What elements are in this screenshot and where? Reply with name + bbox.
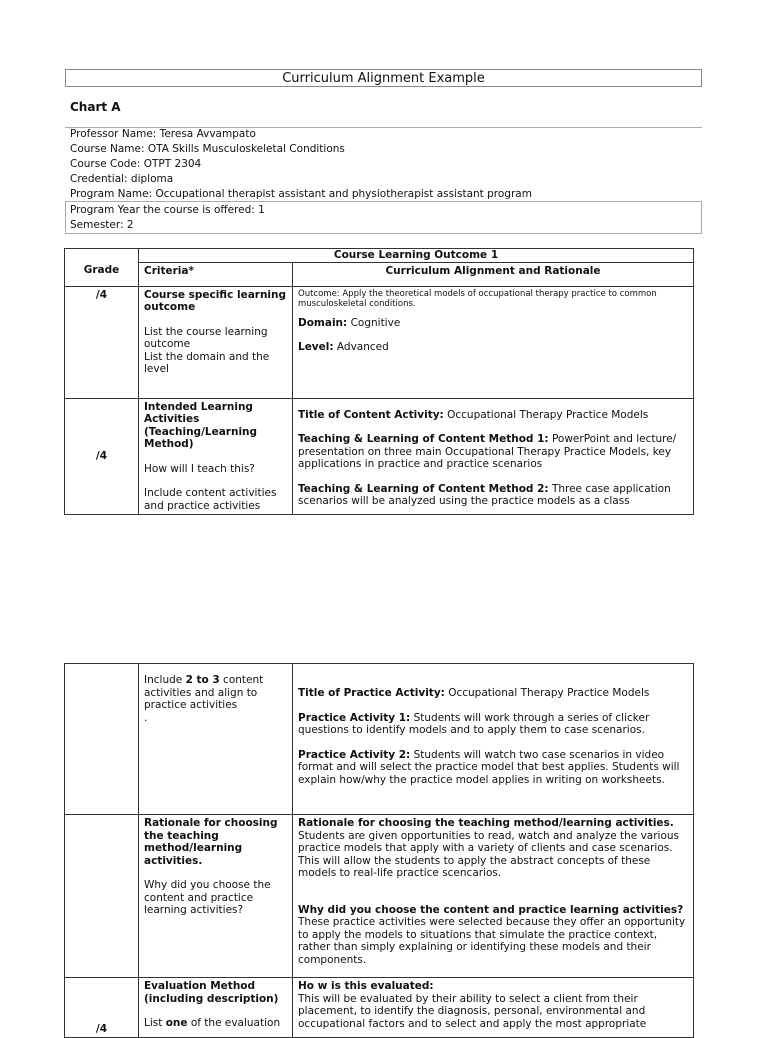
why-heading: Why did you choose the content and practice learning activities?	[298, 903, 684, 916]
chart-label: Chart A	[70, 100, 121, 114]
grade-cell: /4	[65, 978, 139, 1038]
grade-cell: /4	[65, 286, 139, 398]
criteria-text: Include content activities and practice activities	[144, 487, 277, 512]
domain-value: Cognitive	[347, 316, 401, 329]
program-name: Program Name: Occupational therapist assistant and physiotherapist assistant program	[70, 188, 532, 200]
criteria-dot: .	[144, 711, 148, 724]
content-method-1	[298, 433, 688, 471]
content-activity-label: Title of Content Activity:	[298, 408, 444, 421]
criteria-header: Criteria*	[139, 262, 293, 286]
criteria-cell	[139, 815, 293, 978]
practice-activity-title: Title of Practice Activity: Occupational Therapy Practice Models	[298, 687, 650, 699]
criteria-text: List the domain and the level	[144, 350, 270, 375]
content-activity-value: Occupational Therapy Practice Models	[443, 408, 649, 421]
rationale-heading: Rationale for choosing the teaching method/learning activities.	[298, 817, 674, 829]
domain-line	[298, 317, 688, 330]
grade-cell-empty	[65, 664, 139, 815]
criteria-title: Intended Learning Activities (Teaching/Learning Method)	[144, 400, 258, 450]
evaluation-text: This will be evaluated by their ability to select a client from their placement, to identify the diagnosis, personal, environmental and occupational factors and to select and apply the most appropriate	[298, 992, 647, 1030]
criteria-cell	[139, 664, 293, 815]
criteria-cell	[139, 398, 293, 515]
criteria-text: Why did you choose the content and practice learning activities?	[144, 879, 271, 916]
credential: Credential: diploma	[70, 173, 174, 185]
grade-header-top	[65, 249, 139, 263]
method-1-value: PowerPoint and lecture/ presentation on three main Occupational Therapy Practice Models, key applications in practice and practice scenarios	[298, 433, 677, 470]
alignment-cell	[293, 398, 694, 515]
grade-cell: /4	[65, 398, 139, 515]
professor-name: Professor Name: Teresa Avvampato	[70, 128, 256, 140]
why-text: These practice activities were selected because they offer an opportunity to apply the models to situations that simulate the practice context, rather than simply explaining or identifying these models and their components.	[298, 916, 686, 966]
level-value: Advanced	[333, 341, 389, 353]
criteria-text: How will I teach this?	[144, 462, 255, 475]
grade-cell-empty	[65, 815, 139, 978]
course-outcome-table	[64, 248, 694, 515]
document-title: Curriculum Alignment Example	[65, 69, 702, 87]
rationale-text: Students are given opportunities to read, watch and analyze the various practice models that apply with a variety of clients and case scenarios. This will allow the students to apply the abstract concepts of these models to real-life practice scencarios.	[298, 829, 680, 879]
practice-activity-2: Practice Activity 2: Students will watch two case scenarios in video format and will select the practice model that best applies. Students will explain how/why the practice model applies in writing on worksheets.	[298, 748, 680, 786]
course-code: Course Code: OTPT 2304	[70, 158, 202, 170]
level-line	[298, 341, 688, 354]
criteria-title: Evaluation Method (including description)	[144, 980, 279, 1005]
alignment-cell	[293, 664, 694, 815]
criteria-title: Rationale for choosing the teaching method/learning activities.	[144, 817, 278, 867]
grade-header: Grade	[65, 262, 139, 286]
criteria-text: Include 2 to 3 content activities and align to practice activities	[144, 674, 264, 711]
criteria-title: Course specific learning outcome	[144, 288, 287, 313]
outcome-text: Outcome: Apply the theoretical models of occupational therapy practice to common musculoskeletal conditions.	[298, 288, 657, 309]
criteria-cell	[139, 286, 293, 398]
criteria-cell	[139, 978, 293, 1038]
continuation-table	[64, 663, 694, 1038]
alignment-cell	[293, 978, 694, 1038]
evaluation-heading: Ho w is this evaluated:	[298, 980, 434, 992]
alignment-cell	[293, 286, 694, 398]
semester: Semester: 2	[70, 219, 134, 231]
content-activity-title	[298, 409, 688, 422]
level-label: Level:	[298, 341, 334, 353]
outcome-heading: Course Learning Outcome 1	[139, 249, 694, 263]
course-name: Course Name: OTA Skills Musculoskeletal Conditions	[70, 143, 345, 155]
criteria-text: List the course learning outcome	[144, 325, 268, 350]
domain-label: Domain:	[298, 316, 348, 329]
alignment-header: Curriculum Alignment and Rationale	[293, 262, 694, 286]
practice-activity-1: Practice Activity 1: Students will work through a series of clicker questions to identify models and to apply them to case scenarios.	[298, 711, 650, 736]
method-2-value: Three case application scenarios will be analyzed using the practice models as a class	[298, 482, 671, 507]
method-2-label: Teaching & Learning of Content Method 2:	[298, 482, 549, 495]
criteria-text: List one of the evaluation	[144, 1017, 281, 1029]
program-year: Program Year the course is offered: 1	[70, 204, 265, 216]
content-method-2	[298, 483, 688, 508]
alignment-cell	[293, 815, 694, 978]
method-1-label: Teaching & Learning of Content Method 1:	[298, 433, 549, 445]
